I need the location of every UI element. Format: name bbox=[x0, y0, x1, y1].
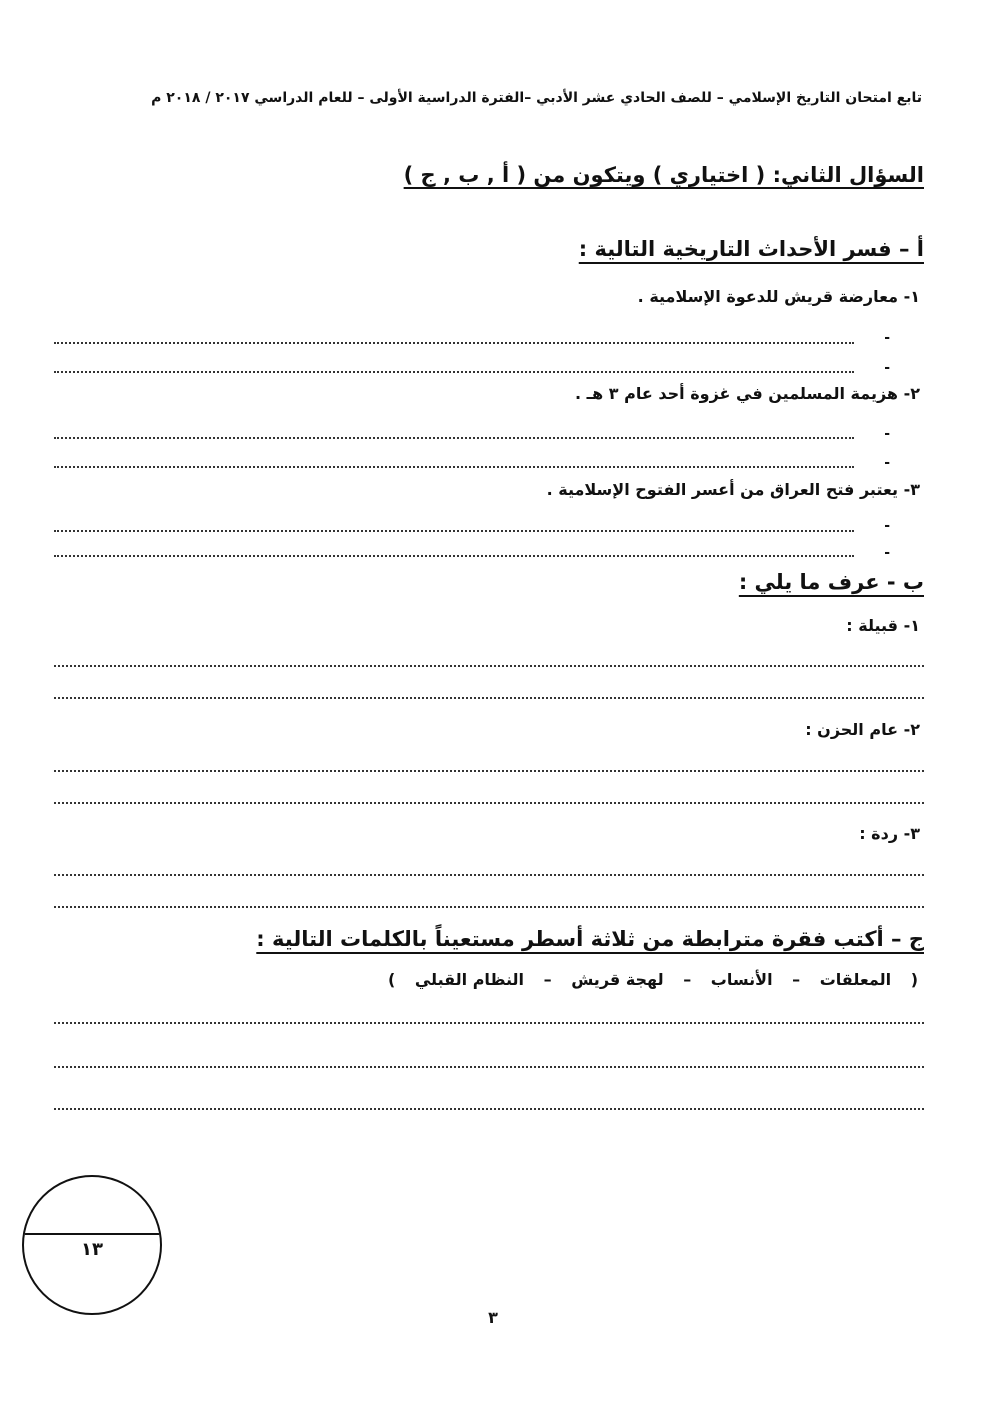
score-divider bbox=[24, 1233, 160, 1235]
answer-line bbox=[54, 371, 854, 373]
exam-header: تابع امتحان التاريخ الإسلامي – للصف الحادي عشر الأدبي –الفترة الدراسية الأولى – للعام الدراسي ٢٠١٧ / ٢٠١٨ م bbox=[151, 90, 922, 106]
keyword-separator: – bbox=[792, 970, 801, 989]
section-b-item-3: ٣- ردة : bbox=[859, 824, 920, 843]
answer-line bbox=[54, 770, 924, 772]
section-b-title: ب - عرف ما يلي : bbox=[738, 570, 924, 594]
answer-line bbox=[54, 555, 854, 557]
answer-line bbox=[54, 665, 924, 667]
section-b-item-1: ١- قبيلة : bbox=[846, 616, 920, 635]
answer-dash: - bbox=[884, 426, 890, 442]
page-number: ٣ bbox=[488, 1308, 498, 1327]
section-c-title: ج – أكتب فقرة مترابطة من ثلاثة أسطر مستعيناً بالكلمات التالية : bbox=[256, 927, 924, 951]
answer-line bbox=[54, 466, 854, 468]
section-a-item-3: ٣- يعتبر فتح العراق من أعسر الفتوح الإسلامية . bbox=[546, 480, 920, 499]
keywords-list bbox=[388, 970, 918, 989]
answer-dash: - bbox=[884, 360, 890, 376]
score-circle bbox=[22, 1175, 162, 1315]
section-a-item-1: ١- معارضة قريش للدعوة الإسلامية . bbox=[637, 287, 920, 306]
keywords-open-paren: ( bbox=[910, 970, 918, 989]
answer-dash: - bbox=[884, 455, 890, 471]
answer-line bbox=[54, 437, 854, 439]
section-a-title: أ – فسر الأحداث التاريخية التالية : bbox=[578, 237, 924, 261]
answer-line bbox=[54, 1022, 924, 1024]
keyword-separator: – bbox=[683, 970, 692, 989]
score-total: ١٣ bbox=[81, 1239, 103, 1260]
answer-dash: - bbox=[884, 545, 890, 561]
answer-line bbox=[54, 1066, 924, 1068]
keyword-item: النظام القبلي bbox=[414, 970, 525, 989]
answer-line bbox=[54, 874, 924, 876]
answer-line bbox=[54, 1108, 924, 1110]
keyword-separator: – bbox=[543, 970, 552, 989]
keyword-item: الأنساب bbox=[710, 970, 773, 989]
keyword-item: المعلقات bbox=[819, 970, 892, 989]
keyword-item: لهجة قريش bbox=[571, 970, 664, 989]
keywords-close-paren: ) bbox=[387, 970, 396, 989]
section-b-item-2: ٢- عام الحزن : bbox=[805, 720, 920, 739]
answer-line bbox=[54, 342, 854, 344]
section-a-item-2: ٢- هزيمة المسلمين في غزوة أحد عام ٣ هـ . bbox=[575, 384, 920, 403]
answer-line bbox=[54, 697, 924, 699]
answer-dash: - bbox=[884, 518, 890, 534]
question-title: السؤال الثاني: ( اختياري ) ويتكون من ( أ , ب , ج ) bbox=[403, 163, 924, 187]
answer-line bbox=[54, 802, 924, 804]
answer-dash: - bbox=[884, 330, 890, 346]
answer-line bbox=[54, 906, 924, 908]
answer-line bbox=[54, 530, 854, 532]
